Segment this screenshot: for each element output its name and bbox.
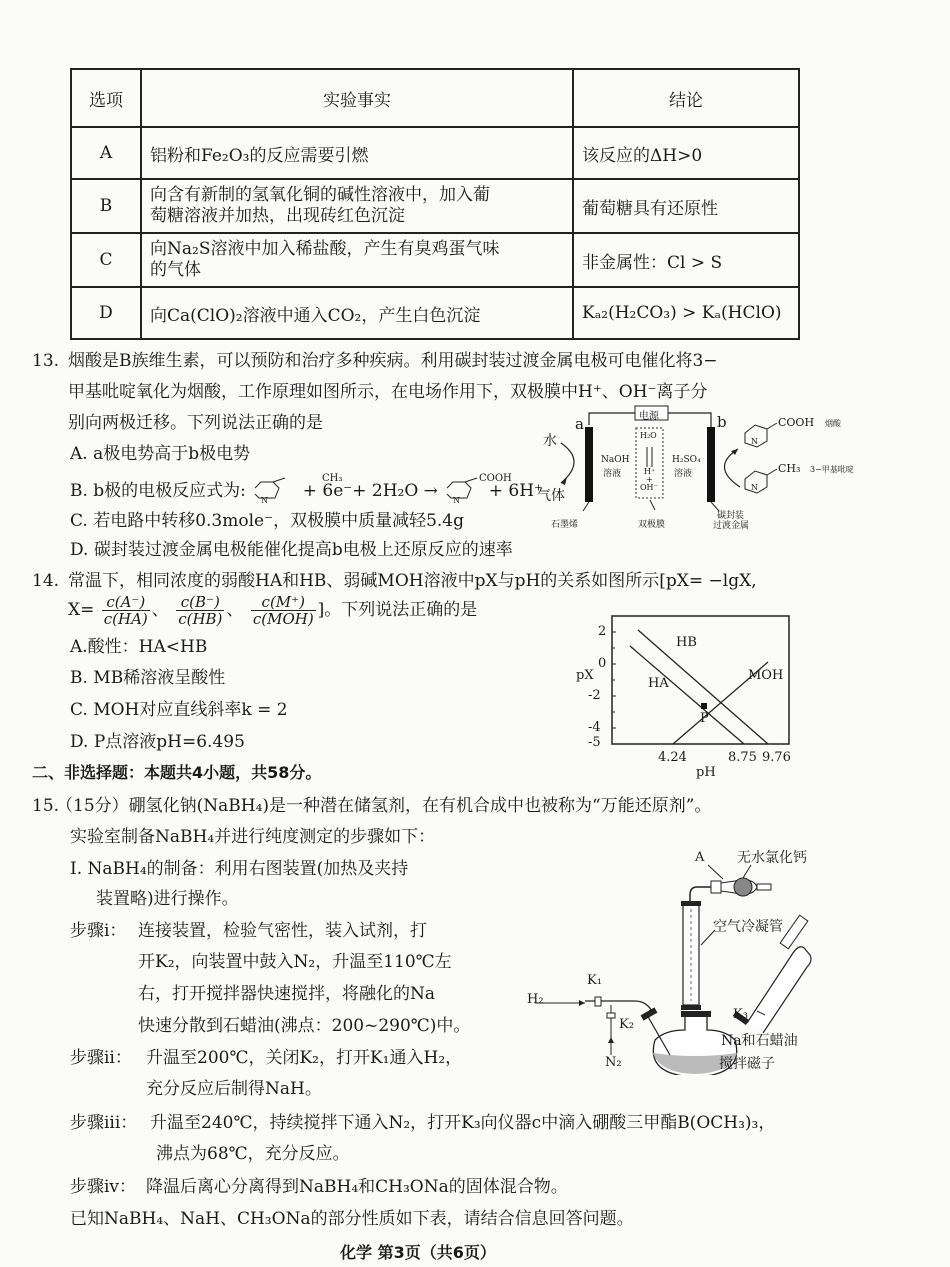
- y-tick-2: 2: [598, 624, 607, 639]
- section-heading: 二、非选择题：本题共4小题，共58分。: [32, 763, 322, 782]
- fraction-m: [251, 594, 316, 627]
- bipolar-membrane-label: 双极膜: [638, 520, 666, 530]
- fact-line: 萄糖溶液并加热，出现砖红色沉淀: [150, 206, 405, 226]
- step-1-text: 快速分散到石蜡油(沸点：200~290℃)中。: [138, 1016, 471, 1036]
- methylpyridine-label: 3−甲基吡啶: [810, 465, 854, 474]
- ring-n-label: N: [751, 437, 758, 446]
- naoh-solution-label: 溶液: [603, 469, 622, 479]
- na-paraffin-label: Na和石蜡油: [721, 1033, 798, 1049]
- table-row: [71, 287, 799, 339]
- y-tick-minus-5: -5: [588, 735, 601, 750]
- k3-label: K₃: [733, 1007, 748, 1022]
- ring-n-label: N: [751, 483, 758, 492]
- fact-line: 的气体: [150, 260, 201, 280]
- fact-line: 向Na₂S溶液中加入稀盐酸，产生有臭鸡蛋气味: [150, 239, 500, 259]
- conclusion-cell: 葡萄糖具有还原性: [573, 179, 799, 233]
- separator: 、: [226, 600, 244, 620]
- n2-label: N₂: [605, 1055, 622, 1070]
- series-label-hb: HB: [676, 635, 697, 650]
- option-cell: D: [71, 287, 141, 339]
- svg-text:N: N: [453, 496, 461, 504]
- numerator: c(M⁺): [251, 594, 316, 611]
- fact-cell: 铝粉和Fe₂O₃的反应需要引燃: [141, 127, 573, 179]
- part-1-cont: 装置略)进行操作。: [96, 889, 239, 909]
- option-a: A.酸性：HA<HB: [70, 637, 208, 657]
- table-row: [71, 179, 799, 233]
- fact-cell: 向Ca(ClO)₂溶液中通入CO₂，产生白色沉淀: [141, 287, 573, 339]
- step-3-text: 沸点为68℃，充分反应。: [156, 1144, 350, 1164]
- header-fact: 实验事实: [141, 69, 573, 127]
- table-row: [71, 127, 799, 179]
- step-1-text: 右，打开搅拌器快速搅拌，将融化的Na: [138, 984, 436, 1004]
- question-stem: 甲基吡啶氧化为烟酸，工作原理如图所示，在电场作用下，双极膜中H⁺、OH⁻离子分: [68, 382, 708, 402]
- membrane-plus-label: +: [646, 475, 653, 484]
- y-axis-label: pX: [576, 668, 594, 683]
- 3-methylpyridine-icon: [251, 476, 297, 504]
- step-2-text: 升温至200℃，关闭K₂，打开K₁通入H₂，: [146, 1048, 463, 1068]
- x-tick-8-75: 8.75: [728, 750, 757, 765]
- option-d: D. P点溶液pH=6.495: [70, 732, 245, 752]
- step-1-text: 开K₂，向装置中鼓入N₂，升温至110℃左: [138, 952, 452, 972]
- graphene-label: 石墨烯: [551, 520, 579, 530]
- option-cell: B: [71, 179, 141, 233]
- x-tick-9-76: 9.76: [762, 750, 791, 765]
- fraction-b: [176, 594, 224, 627]
- y-tick-0: 0: [598, 656, 607, 671]
- drying-agent-label: 无水氯化钙: [737, 850, 807, 866]
- step-2-label: 步骤ii：: [70, 1048, 132, 1068]
- ch3-group-label: CH₃: [778, 462, 801, 475]
- denominator: c(HB): [178, 610, 223, 628]
- option-cell: A: [71, 127, 141, 179]
- series-label-moh: MOH: [748, 668, 784, 683]
- question-stem: 烟酸是B族维生素，可以预防和治疗多种疾病。利用碳封装过渡金属电极可电催化将3−: [68, 351, 718, 371]
- water-label: 水: [543, 433, 557, 449]
- header-option: 选项: [71, 69, 141, 127]
- table-row: [71, 233, 799, 287]
- y-tick-minus-2: -2: [588, 688, 601, 703]
- option-b-end: + 6H⁺: [488, 481, 543, 501]
- definition-x: [68, 594, 477, 627]
- step-4-label: 步骤iv：: [70, 1177, 137, 1197]
- option-cell: C: [71, 233, 141, 287]
- h2so4-label: H₂SO₄: [672, 455, 701, 465]
- page-footer: 化学 第3页（共6页）: [340, 1243, 496, 1262]
- x-prefix: X=: [68, 600, 95, 620]
- fact-cell: [141, 179, 573, 233]
- fraction-a: [102, 594, 150, 627]
- membrane-oh-label: OH⁻: [640, 483, 658, 492]
- apparatus-diagram: [525, 845, 845, 1075]
- stir-bar-label: 搅拌磁子: [719, 1056, 775, 1072]
- k1-label: K₁: [587, 973, 602, 988]
- denominator: c(MOH): [252, 610, 314, 628]
- denominator: c(HA): [103, 610, 148, 628]
- electrolysis-diagram: [535, 405, 865, 535]
- membrane-water-label: H₂O: [640, 431, 657, 440]
- cooh-group-label: COOH: [778, 416, 815, 429]
- option-b-prefix: B. b极的电极反应式为:: [70, 481, 246, 501]
- question-stem: （15分）硼氢化钠(NaBH₄)是一种潜在储氢剂，在有机合成中也被称为“万能还原剂”。: [56, 796, 712, 816]
- carbon-encapsulated-label: 碳封装: [717, 511, 745, 521]
- header-conclusion: 结论: [573, 69, 799, 127]
- x-axis-label: pH: [696, 765, 716, 780]
- nicotinic-acid-label: 烟酸: [825, 419, 841, 428]
- svg-text:N: N: [261, 496, 269, 504]
- tube-a-label: A: [695, 850, 705, 865]
- power-source-label: 电源: [639, 411, 659, 422]
- membrane-h-label: H⁺: [644, 467, 656, 476]
- step-1-text: 连接装置，检验气密性，装入试剂，打: [138, 921, 427, 941]
- known-info: 已知NaBH₄、NaH、CH₃ONa的部分性质如下表，请结合信息回答问题。: [70, 1209, 634, 1229]
- ch3-label: CH₃: [322, 473, 343, 484]
- option-d: D. 碳封装过渡金属电极能催化提高b电极上还原反应的速率: [70, 540, 513, 560]
- numerator: c(B⁻): [176, 594, 224, 611]
- px-ph-chart: [570, 610, 810, 780]
- h2-label: H₂: [527, 992, 544, 1007]
- option-a: A. a极电势高于b极电势: [70, 444, 251, 464]
- naoh-label: NaOH: [601, 455, 630, 465]
- y-tick-minus-4: -4: [588, 720, 601, 735]
- question-number: 14.: [32, 571, 60, 591]
- electrode-b-label: b: [717, 413, 727, 431]
- part-1: I. NaBH₄的制备：利用右图装置(加热及夹持: [70, 859, 409, 879]
- fact-cell: [141, 233, 573, 287]
- point-p-label: P: [700, 711, 709, 726]
- option-b: [70, 473, 543, 504]
- stem-end: ]。下列说法正确的是: [317, 600, 478, 620]
- option-c: C. MOH对应直线斜率k = 2: [70, 700, 288, 720]
- question-number: 15.: [32, 796, 60, 816]
- electrode-a-label: a: [575, 415, 584, 433]
- cooh-label: COOH: [479, 473, 512, 484]
- x-tick-4-24: 4.24: [658, 750, 687, 765]
- question-number: 13.: [32, 351, 60, 371]
- numerator: c(A⁻): [102, 594, 150, 611]
- k2-label: K₂: [619, 1017, 634, 1032]
- option-b: B. MB稀溶液呈酸性: [70, 668, 226, 688]
- fact-line: 向含有新制的氢氧化铜的碱性溶液中，加入葡: [150, 185, 490, 205]
- condenser-label: 空气冷凝管: [713, 919, 783, 935]
- step-2-text: 充分反应后制得NaH。: [146, 1079, 322, 1099]
- transition-metal-label: 过渡金属: [713, 521, 750, 531]
- conclusion-cell: 非金属性：Cl > S: [573, 233, 799, 287]
- gas-label: 气体: [537, 488, 565, 504]
- step-4-text: 降温后离心分离得到NaBH₄和CH₃ONa的固体混合物。: [146, 1177, 568, 1197]
- separator: 、: [151, 600, 169, 620]
- step-1-label: 步骤i：: [70, 921, 127, 941]
- step-3-text: 升温至240℃，持续搅拌下通入N₂，打开K₃向仪器c中滴入硼酸三甲酯B(OCH₃)₃，: [150, 1113, 776, 1133]
- step-3-label: 步骤iii：: [70, 1113, 138, 1133]
- question-stem: 常温下，相同浓度的弱酸HA和HB、弱碱MOH溶液中pX与pH的关系如图所示[pX= −lgX,: [68, 571, 757, 591]
- conclusion-cell: Kₐ₂(H₂CO₃) > Kₐ(HClO): [573, 287, 799, 339]
- question-stem: 实验室制备NaBH₄并进行纯度测定的步骤如下：: [70, 827, 436, 847]
- option-c: C. 若电路中转移0.3mole⁻，双极膜中质量减轻5.4g: [70, 511, 464, 531]
- conclusion-cell: 该反应的ΔH>0: [573, 127, 799, 179]
- option-b-equation: + 6e⁻+ 2H₂O →: [302, 481, 438, 501]
- facts-table: [70, 68, 800, 340]
- h2so4-solution-label: 溶液: [674, 469, 693, 479]
- series-label-ha: HA: [648, 676, 669, 691]
- question-stem: 别向两极迁移。下列说法正确的是: [68, 413, 323, 433]
- nicotinic-acid-icon: [443, 476, 483, 504]
